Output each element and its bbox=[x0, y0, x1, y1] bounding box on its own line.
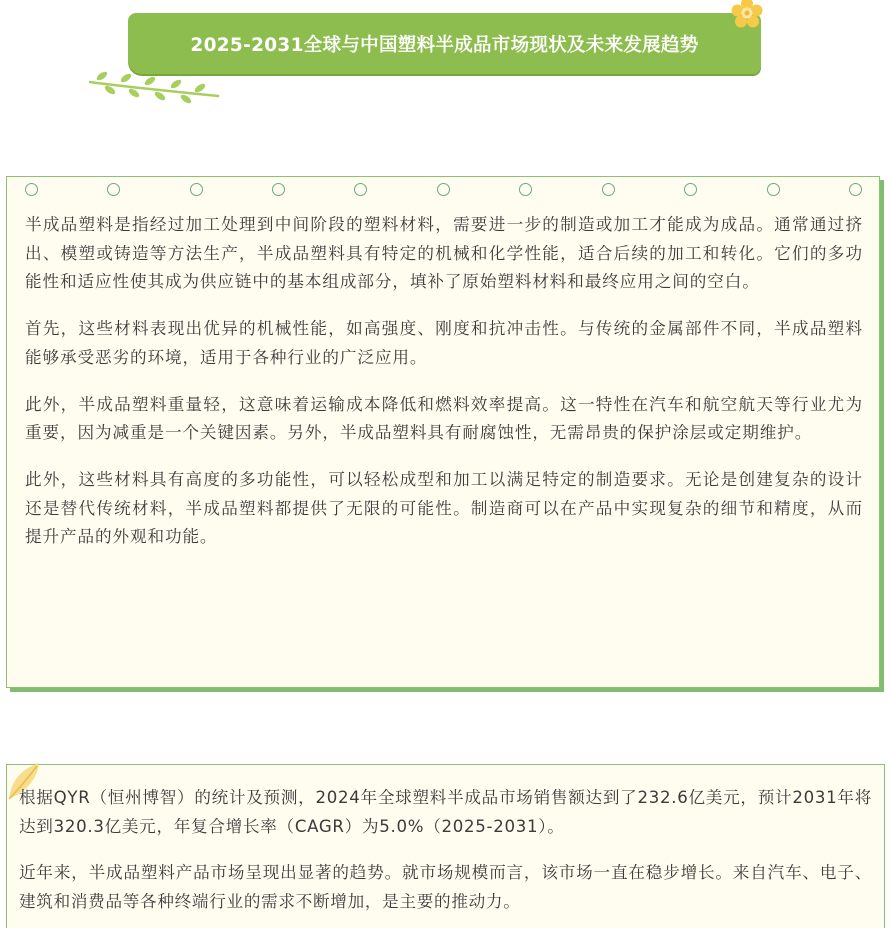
ring-icon bbox=[354, 183, 367, 196]
paragraph: 近年来，半成品塑料产品市场呈现出显著的趋势。就市场规模而言，该市场一直在稳步增长。来自汽车、电子、建筑和消费品等各种终端行业的需求不断增加，是主要的推动力。 bbox=[19, 863, 872, 912]
intro-card bbox=[6, 176, 880, 688]
notebook-rings bbox=[7, 183, 879, 197]
flower-icon bbox=[730, 0, 764, 30]
paragraph: 半成品塑料是指经过加工处理到中间阶段的塑料材料，需要进一步的制造或加工才能成为成品。通常通过挤出、模塑或铸造等方法生产，半成品塑料具有特定的机械和化学性能，适合后续的加工和转化。它们的多功能性和适应性使其成为供应链中的基本组成部分，填补了原始塑料材料和最终应用之间的空白。 bbox=[25, 215, 863, 292]
ring-icon bbox=[519, 183, 532, 196]
ring-icon bbox=[437, 183, 450, 196]
ring-icon bbox=[767, 183, 780, 196]
paragraph: 根据QYR（恒州博智）的统计及预测，2024年全球塑料半成品市场销售额达到了232.6亿美元，预计2031年将达到320.3亿美元，年复合增长率（CAGR）为5.0%（2025-2031）。 bbox=[19, 788, 872, 836]
ring-icon bbox=[107, 183, 120, 196]
ring-icon bbox=[849, 183, 862, 196]
market-card bbox=[6, 764, 885, 928]
ring-icon bbox=[602, 183, 615, 196]
page-title: 2025-2031全球与中国塑料半成品市场现状及未来发展趋势 bbox=[190, 34, 699, 56]
market-text bbox=[19, 784, 872, 928]
paragraph: 此外，半成品塑料重量轻，这意味着运输成本降低和燃料效率提高。这一特性在汽车和航空航天等行业尤为重要，因为减重是一个关键因素。另外，半成品塑料具有耐腐蚀性，无需昂贵的保护涂层或定期维护。 bbox=[25, 394, 863, 443]
paragraph: 首先，这些材料表现出优异的机械性能，如高强度、刚度和抗冲击性。与传统的金属部件不同，半成品塑料能够承受恶劣的环境，适用于各种行业的广泛应用。 bbox=[25, 319, 863, 367]
ring-icon bbox=[25, 183, 38, 196]
ring-icon bbox=[684, 183, 697, 196]
intro-text bbox=[25, 211, 863, 570]
ring-icon bbox=[190, 183, 203, 196]
title-banner bbox=[128, 13, 761, 74]
vine-icon bbox=[88, 68, 223, 104]
ring-icon bbox=[272, 183, 285, 196]
paragraph: 此外，这些材料具有高度的多功能性，可以轻松成型和加工以满足特定的制造要求。无论是创建复杂的设计还是替代传统材料，半成品塑料都提供了无限的可能性。制造商可以在产品中实现复杂的细节和精度，从而提升产品的外观和功能。 bbox=[25, 469, 863, 547]
